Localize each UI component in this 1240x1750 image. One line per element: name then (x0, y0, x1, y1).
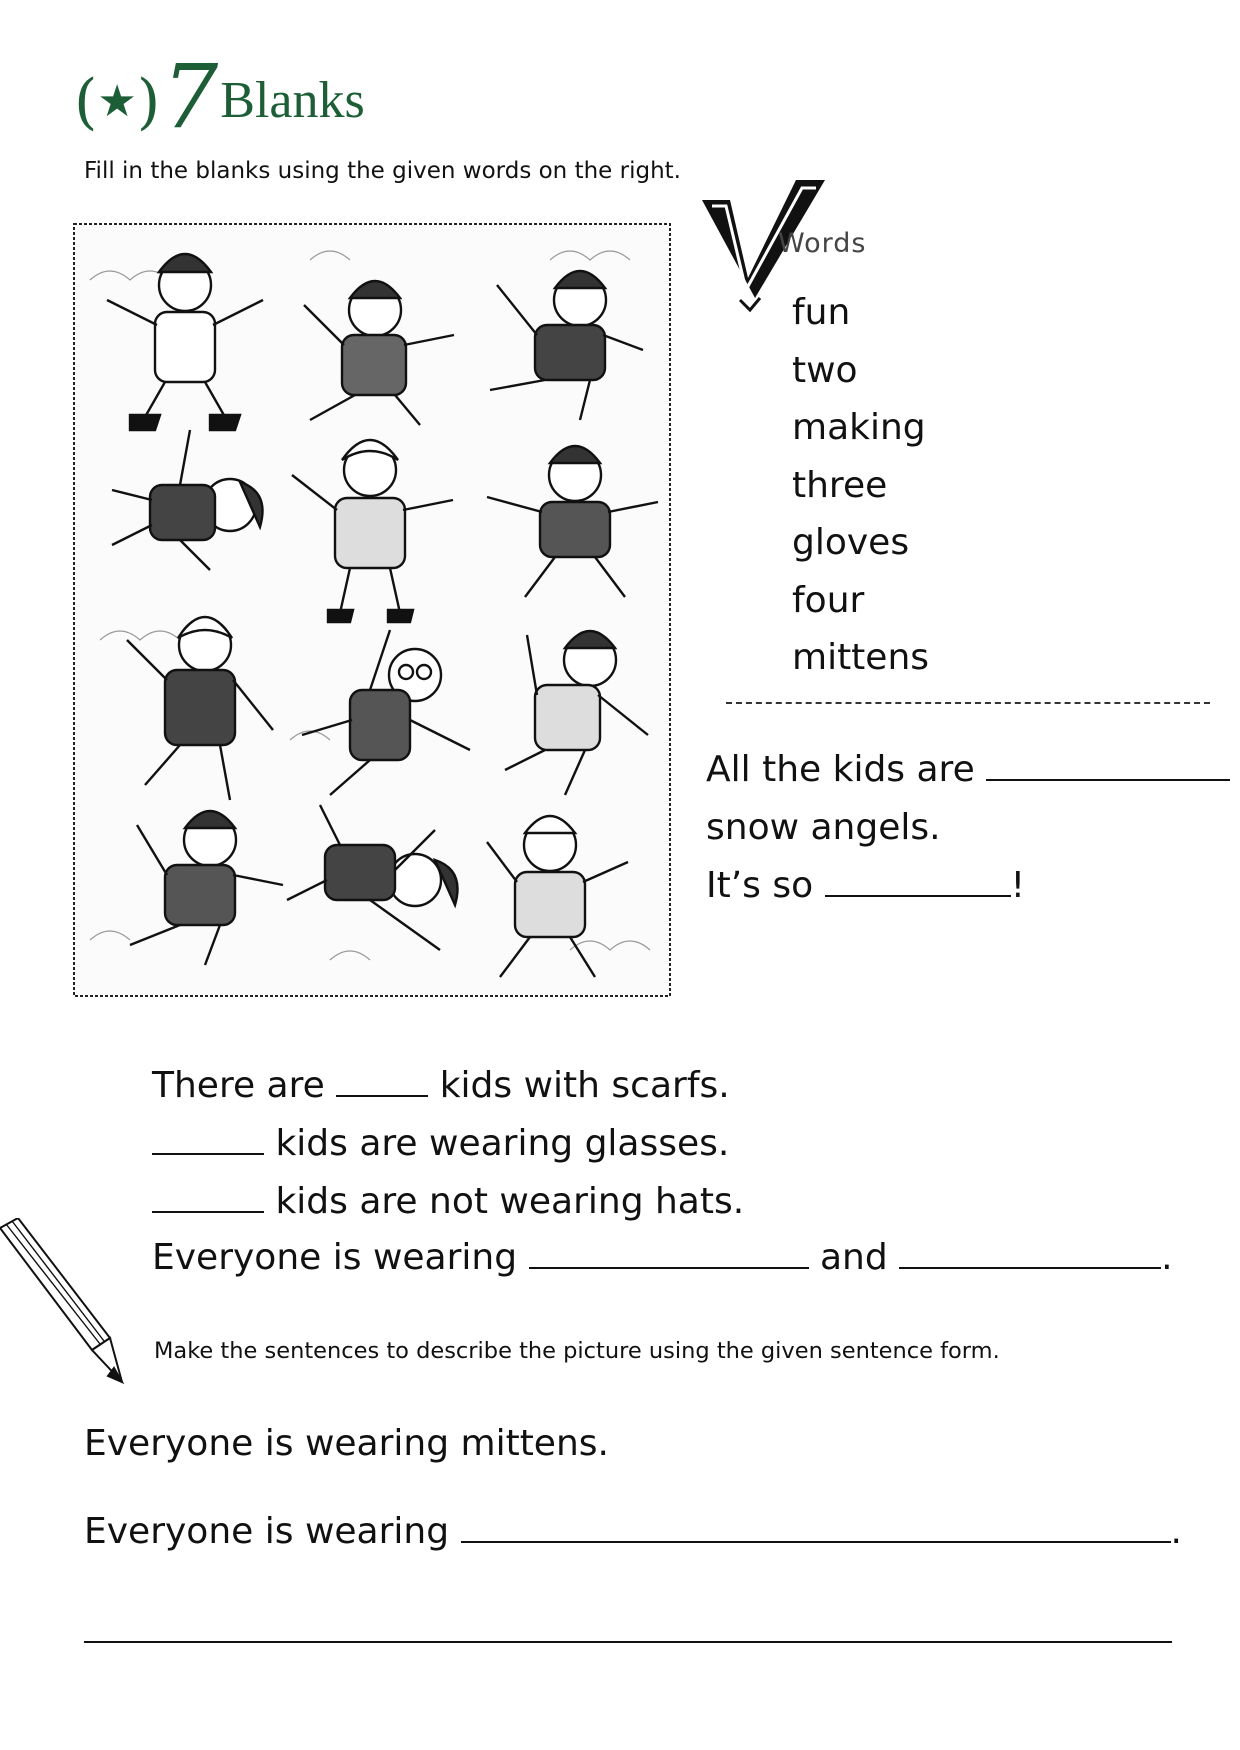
blank-wearing-1[interactable] (529, 1237, 809, 1269)
word-bank-item: mittens (792, 637, 930, 678)
blank-making[interactable] (986, 749, 1230, 781)
blank-scarfs-count[interactable] (336, 1065, 428, 1097)
word-bank-item: two (792, 349, 858, 391)
title-word: Blanks (220, 72, 365, 129)
word-bank-item: four (792, 579, 865, 621)
sentence-snow-angels: snow angels. (706, 807, 941, 848)
title-paren-left: ( (74, 67, 98, 137)
snow-angels-illustration (70, 220, 674, 1000)
word-bank (792, 284, 929, 687)
dashed-divider (726, 702, 1210, 704)
blank-hats-count[interactable] (152, 1181, 264, 1213)
example-sentence: Everyone is wearing mittens. (84, 1423, 609, 1464)
title-number: 7 (162, 45, 219, 148)
sentence-hats: kids are not wearing hats. (152, 1180, 744, 1224)
title-paren-right: ) (136, 67, 161, 137)
answer-line[interactable] (84, 1641, 1172, 1643)
worksheet-title (74, 45, 365, 148)
blank-glasses-count[interactable] (152, 1123, 264, 1155)
blank-exercise[interactable] (461, 1511, 1171, 1543)
words-heading: Words (778, 228, 867, 259)
sentence-kids-are: All the kids are (706, 748, 1230, 792)
sentence-everyone-wearing: Everyone is wearing and . (152, 1237, 1173, 1278)
word-bank-item: making (792, 407, 926, 448)
word-bank-item: fun (792, 292, 851, 333)
instruction-bottom: Make the sentences to describe the picture using the given sentence form. (154, 1338, 1000, 1364)
blank-fun[interactable] (825, 865, 1011, 897)
sentence-glasses: kids are wearing glasses. (152, 1122, 729, 1166)
blank-wearing-2[interactable] (899, 1237, 1161, 1269)
word-bank-item: gloves (792, 522, 910, 563)
pencil-icon (0, 1218, 132, 1388)
sentence-scarfs: There are kids with scarfs. (152, 1065, 730, 1106)
word-bank-item: three (792, 464, 888, 506)
exercise-sentence: Everyone is wearing . (84, 1511, 1182, 1552)
instruction-top: Fill in the blanks using the given words on the right. (84, 158, 681, 184)
sentence-its-so: It’s so ! (706, 865, 1026, 906)
star-icon: ★ (97, 76, 137, 127)
